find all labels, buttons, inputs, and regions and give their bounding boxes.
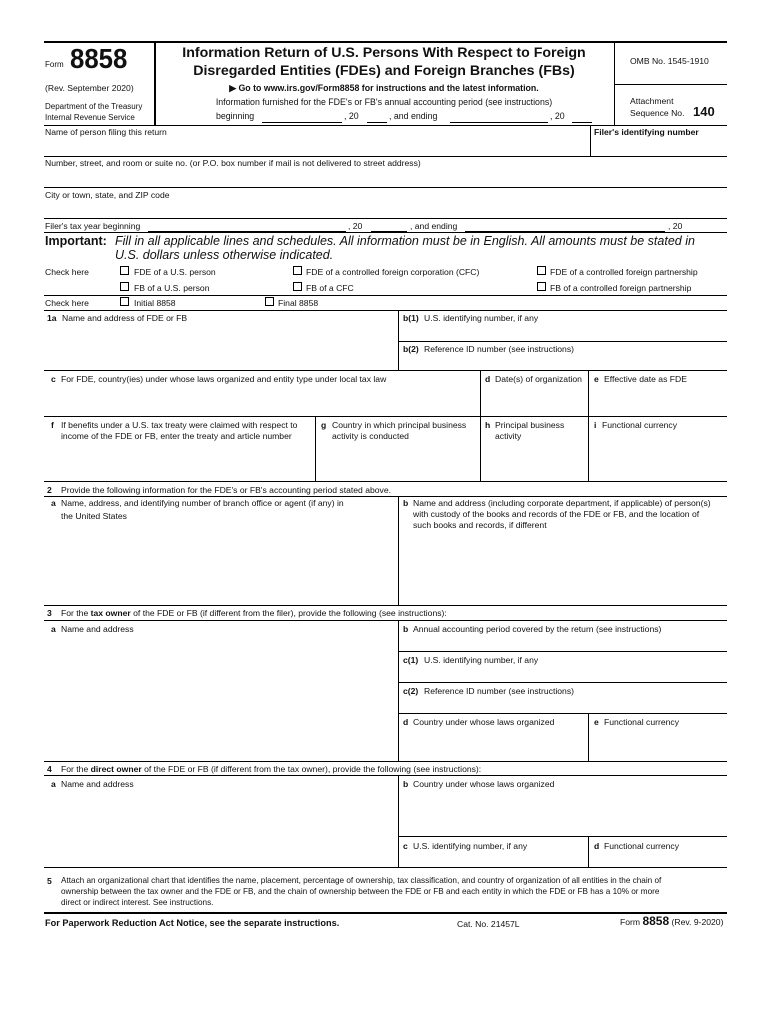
line-1h-letter: h — [485, 420, 491, 430]
important-label: Important: — [45, 234, 107, 248]
fde-us-person-checkbox[interactable] — [120, 266, 129, 275]
business-activity-field[interactable] — [481, 443, 587, 480]
filer-name-field[interactable] — [44, 138, 590, 155]
city-label: City or town, state, and ZIP code — [45, 190, 170, 200]
line-5-text-1: Attach an organizational chart that identifies the name, placement, percentage of ownership, tax classification, and country of organization of all entities in the chain of — [61, 876, 662, 885]
line-2-text: Provide the following information for the FDE's or FB's accounting period stated above. — [61, 485, 392, 495]
line-1b2-text: Reference ID number (see instructions) — [424, 344, 574, 354]
year-label-2: , 20 — [550, 111, 565, 121]
sequence-label: Sequence No. — [630, 108, 685, 118]
line-1i-letter: i — [594, 420, 597, 430]
filer-id-field[interactable] — [591, 138, 727, 155]
line-3b-text: Annual accounting period covered by the return (see instructions) — [413, 624, 662, 634]
line-3-text — [61, 608, 447, 619]
line-4a-text: Name and address — [61, 779, 134, 789]
line-1f-letter: f — [51, 420, 54, 430]
footer-form-label — [620, 916, 723, 928]
form-number: 8858 — [70, 43, 128, 74]
department-name: Department of the Treasury — [45, 102, 143, 111]
line-5-text-2: ownership between the tax owner and the FDE or FB, and the chain of ownership between the FDE or FB and each entity in which the FDE or FB has a 10% or more — [61, 887, 660, 896]
line-2a-letter: a — [51, 498, 56, 508]
line-4a-letter: a — [51, 779, 56, 789]
tax-owner-country-field[interactable] — [399, 729, 587, 760]
line-3b-letter: b — [403, 624, 409, 634]
tax-owner-currency-field[interactable] — [589, 729, 727, 760]
line-1c-letter: c — [51, 374, 56, 384]
organization-date-field[interactable] — [481, 386, 587, 415]
line-3c2-label: c(2) — [403, 686, 419, 696]
line-4d-text: Functional currency — [604, 841, 679, 851]
line-4b-text: Country under whose laws organized — [413, 779, 555, 789]
tax-year-label: Filer's tax year beginning — [45, 221, 141, 231]
line-5-number: 5 — [47, 876, 52, 886]
fb-cfc-label: FB of a CFC — [306, 283, 354, 293]
line-1a-number: 1a — [47, 313, 57, 323]
filer-id-label: Filer's identifying number — [594, 127, 699, 137]
line-5-text-3: direct or indirect interest. See instructions. — [61, 898, 214, 907]
line-3d-text: Country under whose laws organized — [413, 717, 555, 727]
line-3-text-post: of the FDE or FB (if different from the filer), provide the following (see instructions): — [130, 608, 447, 618]
form-title-line1: Information Return of U.S. Persons With Respect to Foreign — [182, 45, 586, 61]
line-1h-text-2: activity — [495, 431, 522, 441]
line-3-text-bold: tax owner — [90, 608, 131, 618]
line-2a-text-1: Name, address, and identifying number of branch office or agent (if any) in — [61, 498, 344, 508]
line-1e-text: Effective date as FDE — [604, 374, 687, 384]
fde-reference-id-field[interactable] — [399, 356, 727, 369]
line-4d-letter: d — [594, 841, 600, 851]
direct-owner-name-address-field[interactable] — [44, 791, 397, 866]
line-3e-text: Functional currency — [604, 717, 679, 727]
direct-owner-country-field[interactable] — [399, 791, 727, 835]
sequence-number: 140 — [693, 104, 715, 119]
initial-8858-checkbox[interactable] — [120, 297, 129, 306]
books-custodian-field[interactable] — [399, 533, 727, 604]
line-3-text-pre: For the — [61, 608, 91, 618]
agency-name: Internal Revenue Service — [45, 113, 135, 122]
business-country-field[interactable] — [316, 443, 479, 480]
line-1b1-label: b(1) — [403, 313, 419, 323]
check-here-label-1: Check here — [45, 267, 89, 277]
line-1e-letter: e — [594, 374, 599, 384]
filer-name-label: Name of person filing this return — [45, 127, 167, 137]
check-here-label-2: Check here — [45, 298, 89, 308]
line-2b-letter: b — [403, 498, 409, 508]
fde-us-id-field[interactable] — [399, 325, 727, 340]
line-4-text-post: of the FDE or FB (if different from the tax owner), provide the following (see instructions): — [141, 764, 482, 774]
line-3a-letter: a — [51, 624, 56, 634]
footer-revision: (Rev. 9-2020) — [671, 917, 724, 927]
address-field[interactable] — [44, 170, 727, 186]
line-4-number: 4 — [47, 764, 52, 774]
revision-date: (Rev. September 2020) — [45, 83, 134, 93]
accounting-period-info: Information furnished for the FDE's or FB's annual accounting period (see instructions) — [215, 97, 553, 107]
line-4-text-bold: direct owner — [90, 764, 142, 774]
line-3-number: 3 — [47, 608, 52, 618]
fb-partnership-checkbox[interactable] — [537, 282, 546, 291]
tax-owner-reference-id-field[interactable] — [399, 698, 727, 712]
functional-currency-field-1[interactable] — [589, 433, 727, 480]
tax-owner-us-id-field[interactable] — [399, 667, 727, 681]
beginning-label: beginning — [216, 111, 255, 121]
line-2-number: 2 — [47, 485, 52, 495]
fb-us-person-label: FB of a U.S. person — [134, 283, 210, 293]
line-4b-letter: b — [403, 779, 409, 789]
tax-year-end-year: , 20 — [668, 221, 683, 231]
fb-us-person-checkbox[interactable] — [120, 282, 129, 291]
line-2a-text-2: the United States — [61, 511, 127, 521]
year-label-1: , 20 — [344, 111, 359, 121]
footer-form-number: 8858 — [642, 914, 670, 928]
line-3e-letter: e — [594, 717, 599, 727]
line-1b1-text: U.S. identifying number, if any — [424, 313, 539, 323]
fde-country-entity-field[interactable] — [44, 386, 479, 415]
fde-partnership-label: FDE of a controlled foreign partnership — [550, 267, 698, 277]
line-3c1-text: U.S. identifying number, if any — [424, 655, 539, 665]
catalog-number: Cat. No. 21457L — [457, 919, 520, 929]
line-2b-text-3: such books and records, if different — [413, 520, 547, 530]
fde-us-person-label: FDE of a U.S. person — [134, 267, 216, 277]
fde-partnership-checkbox[interactable] — [537, 266, 546, 275]
tax-owner-period-field[interactable] — [399, 636, 727, 650]
tax-owner-name-address-field[interactable] — [44, 636, 397, 760]
goto-instructions: ▶ Go to www.irs.gov/Form8858 for instructions and the latest information. — [229, 83, 539, 93]
line-1a-label: Name and address of FDE or FB — [62, 313, 188, 323]
line-2b-text-1: Name and address (including corporate department, if applicable) of person(s) — [413, 498, 711, 508]
tax-year-end-label: , and ending — [410, 221, 458, 231]
treaty-article-field[interactable] — [44, 443, 314, 480]
line-1b2-label: b(2) — [403, 344, 419, 354]
omb-number: OMB No. 1545-1910 — [630, 56, 709, 66]
important-text-line1: Fill in all applicable lines and schedules. All information must be in English. All amounts must be stated in — [115, 234, 695, 248]
line-3c1-label: c(1) — [403, 655, 419, 665]
tax-year-mid: , 20 — [348, 221, 363, 231]
line-1g-text-1: Country in which principal business — [332, 420, 467, 430]
direct-owner-us-id-field[interactable] — [399, 852, 587, 866]
line-1c-text: For FDE, country(ies) under whose laws organized and entity type under local tax law — [61, 374, 387, 384]
final-8858-label: Final 8858 — [278, 298, 319, 308]
line-4c-text: U.S. identifying number, if any — [413, 841, 528, 851]
fde-name-address-field[interactable] — [44, 325, 397, 369]
line-3d-letter: d — [403, 717, 409, 727]
branch-office-field[interactable] — [44, 524, 397, 604]
line-2b-text-2: with custody of the books and records of the FDE or FB, and the location of — [413, 509, 700, 519]
line-1h-text-1: Principal business — [495, 420, 565, 430]
footer-form-word: Form — [620, 917, 641, 927]
direct-owner-currency-field[interactable] — [589, 852, 727, 866]
important-text-line2: U.S. dollars unless otherwise indicated. — [115, 248, 334, 262]
initial-8858-label: Initial 8858 — [134, 298, 176, 308]
line-1f-text-2: income of the FDE or FB, enter the treaty and article number — [61, 431, 292, 441]
line-3c2-text: Reference ID number (see instructions) — [424, 686, 574, 696]
line-1d-text: Date(s) of organization — [495, 374, 582, 384]
line-1g-letter: g — [321, 420, 327, 430]
address-label: Number, street, and room or suite no. (or P.O. box number if mail is not delivered to street address) — [45, 158, 421, 168]
fde-cfc-label: FDE of a controlled foreign corporation (CFC) — [306, 267, 480, 277]
city-field[interactable] — [44, 202, 727, 217]
line-1f-text-1: If benefits under a U.S. tax treaty were claimed with respect to — [61, 420, 298, 430]
line-4-text — [61, 764, 481, 775]
paperwork-notice: For Paperwork Reduction Act Notice, see the separate instructions. — [45, 918, 340, 928]
line-3a-text: Name and address — [61, 624, 134, 634]
effective-date-field[interactable] — [589, 386, 727, 415]
fde-cfc-checkbox[interactable] — [293, 266, 302, 275]
line-1i-text: Functional currency — [602, 420, 677, 430]
final-8858-checkbox[interactable] — [265, 297, 274, 306]
line-1d-letter: d — [485, 374, 491, 384]
line-4-text-pre: For the — [61, 764, 91, 774]
and-ending-label: , and ending — [389, 111, 438, 121]
form-title-line2: Disregarded Entities (FDEs) and Foreign Branches (FBs) — [193, 63, 575, 79]
attachment-label: Attachment — [630, 96, 674, 106]
fb-partnership-label: FB of a controlled foreign partnership — [550, 283, 692, 293]
form-label: Form — [45, 60, 64, 69]
line-1g-text-2: activity is conducted — [332, 431, 409, 441]
line-4c-letter: c — [403, 841, 408, 851]
fb-cfc-checkbox[interactable] — [293, 282, 302, 291]
